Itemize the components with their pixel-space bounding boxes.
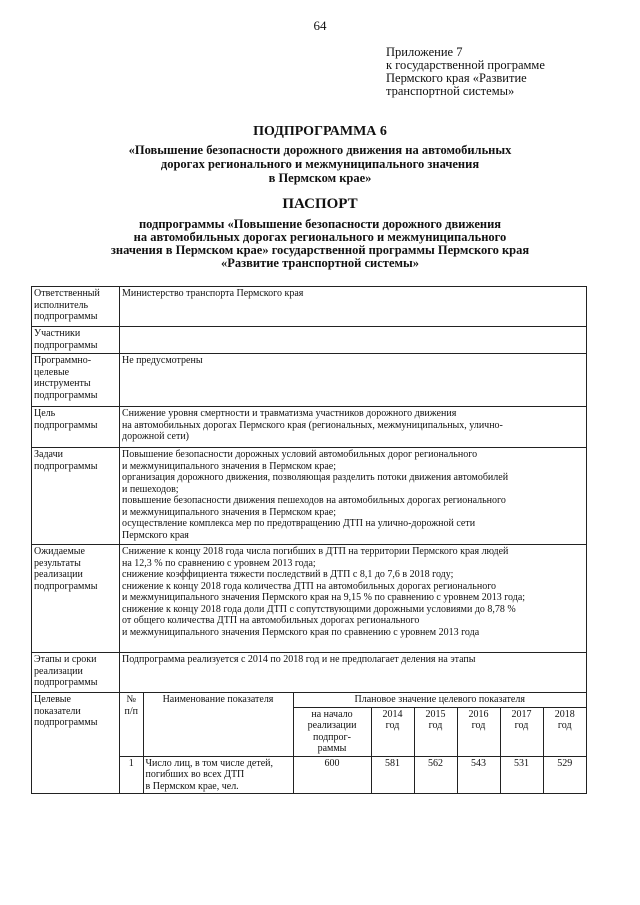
passport-subtitle — [40, 218, 600, 270]
indicator-table — [120, 693, 586, 793]
col-year-header: 2014 год — [371, 707, 414, 756]
appendix-line: Пермского края «Развитие — [386, 71, 527, 85]
row-value — [120, 327, 587, 354]
indicator-cell — [120, 693, 587, 794]
row-value: Повышение безопасности дорожных условий автомобильных дорог регионального и межмуниципального значения в Пермском крае; организация дорожного движения, позволяющая разделить потоки движения автомобилей и пешеходов; повышение безопасности движения пешеходов на автомобильных дорогах регионального и межмуниципального значения в Пермском крае; осуществление комплекса мер по предотвращению ДТП на улично-дорожной сети Пермского края — [120, 448, 587, 545]
passport-heading: ПАСПОРТ — [282, 196, 358, 212]
indicator-year-value: 531 — [500, 756, 543, 793]
col-num-header: № п/п — [120, 693, 143, 756]
indicator-row — [120, 756, 586, 793]
row-participants — [32, 327, 587, 354]
indicator-year-value: 543 — [457, 756, 500, 793]
col-start-header: на начало реализации подпрог- раммы — [293, 707, 371, 756]
row-executor — [32, 287, 587, 327]
indicator-start-value: 600 — [293, 756, 371, 793]
col-year-header: 2018 год — [543, 707, 586, 756]
indicator-year-value: 529 — [543, 756, 586, 793]
appendix-note — [386, 46, 545, 98]
passport-subtitle-line: подпрограммы «Повышение безопасности дорожного движения — [138, 217, 502, 231]
subprogram-name-line: «Повышение безопасности дорожного движения на автомобильных — [128, 143, 512, 157]
row-indicators — [32, 693, 587, 794]
row-label: Задачи подпрограммы — [32, 448, 120, 545]
subprogram-name-line: дорогах регионального и межмуниципального значения — [160, 157, 480, 171]
indicator-year-value: 581 — [371, 756, 414, 793]
row-value: Снижение к концу 2018 года числа погибших в ДТП на территории Пермского края людей на 12,3 % по сравнению с уровнем 2013 года; снижение коэффициента тяжести последствий в ДТП с 8,1 до 7,6 в 2018 году; снижение к концу 2018 года количества ДТП на автомобильных дорогах регионального и межмуниципального значения Пермского края на 9,15 % по сравнению с уровнем 2013 года; снижение к концу 2018 года доли ДТП с сопутствующими дорожными условиями до 8,78 % от общего количества ДТП на автомобильных дорогах регионального и межмуниципального значения Пермского края по сравнению с уровнем 2013 года — [120, 545, 587, 653]
row-value: Министерство транспорта Пермского края — [120, 287, 587, 327]
indicator-num: 1 — [120, 756, 143, 793]
subprogram-name — [60, 143, 580, 185]
subprogram-heading: ПОДПРОГРАММА 6 — [253, 124, 387, 139]
row-label: Этапы и сроки реализации подпрограммы — [32, 653, 120, 693]
col-plan-header: Плановое значение целевого показателя — [293, 693, 586, 707]
row-value: Не предусмотрены — [120, 354, 587, 407]
row-instruments — [32, 354, 587, 407]
row-label: Целевые показатели подпрограммы — [32, 693, 120, 794]
row-stages — [32, 653, 587, 693]
col-year-header: 2015 год — [414, 707, 457, 756]
col-year-header: 2017 год — [500, 707, 543, 756]
row-goal — [32, 407, 587, 448]
col-name-header: Наименование показателя — [143, 693, 293, 756]
appendix-line: транспортной системы» — [386, 84, 515, 98]
passport-subtitle-line: значения в Пермском крае» государственной программы Пермского края — [110, 243, 530, 257]
row-label: Цель подпрограммы — [32, 407, 120, 448]
row-value: Снижение уровня смертности и травматизма участников дорожного движения на автомобильных дорогах Пермского края (региональных, межмуниципальных, улично- дорожной сети) — [120, 407, 587, 448]
indicator-year-value: 562 — [414, 756, 457, 793]
indicator-header-row — [120, 693, 586, 707]
col-year-header: 2016 год — [457, 707, 500, 756]
passport-subtitle-line: «Развитие транспортной системы» — [220, 256, 420, 270]
row-label: Ожидаемые результаты реализации подпрограммы — [32, 545, 120, 653]
row-label: Программно- целевые инструменты подпрограммы — [32, 354, 120, 407]
row-tasks — [32, 448, 587, 545]
page-number: 64 — [313, 18, 327, 33]
appendix-line: Приложение 7 — [386, 45, 463, 59]
row-value: Подпрограмма реализуется с 2014 по 2018 год и не предполагает деления на этапы — [120, 653, 587, 693]
appendix-line: к государственной программе — [386, 58, 545, 72]
row-label: Ответственный исполнитель подпрограммы — [32, 287, 120, 327]
row-results — [32, 545, 587, 653]
row-label: Участники подпрограммы — [32, 327, 120, 354]
passport-table — [31, 286, 587, 794]
indicator-name: Число лиц, в том числе детей, погибших во всех ДТП в Пермском крае, чел. — [143, 756, 293, 793]
passport-subtitle-line: на автомобильных дорогах регионального и межмуниципального — [133, 230, 507, 244]
subprogram-name-line: в Пермском крае» — [268, 171, 372, 185]
